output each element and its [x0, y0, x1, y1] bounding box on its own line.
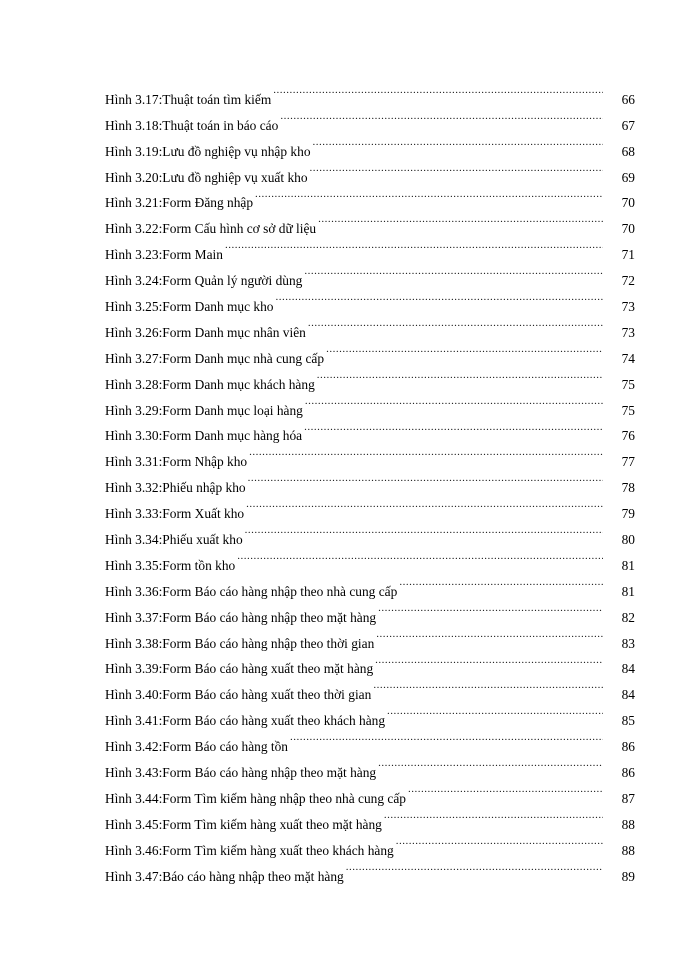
page-number: 75 [621, 376, 635, 392]
dot-leader [326, 337, 603, 363]
page-number: 73 [621, 299, 635, 315]
figure-caption: Form Báo cáo hàng nhập theo nhà cung cấp [162, 583, 398, 599]
page-number: 88 [621, 816, 635, 832]
page-number: 86 [621, 765, 635, 781]
page-number: 84 [621, 661, 635, 677]
page-number: 67 [621, 117, 635, 133]
dot-leader [384, 803, 603, 829]
dot-leader [318, 207, 603, 233]
figure-caption: Form Báo cáo hàng xuất theo thời gian [162, 687, 372, 703]
dot-leader [387, 699, 603, 725]
figure-label: Hình 3.30: [105, 428, 163, 444]
page-number: 72 [621, 273, 635, 289]
page-number: 75 [621, 402, 635, 418]
page-number: 66 [621, 91, 635, 107]
dot-leader [237, 544, 603, 570]
figure-label: Hình 3.46: [105, 842, 163, 858]
page-number: 84 [621, 687, 635, 703]
dot-leader [378, 596, 603, 622]
dot-leader [313, 130, 603, 156]
dot-leader [396, 829, 603, 855]
figure-caption: Lưu đồ nghiệp vụ nhập kho [162, 143, 311, 159]
page-number: 81 [621, 583, 635, 599]
figure-caption: Form Main [162, 247, 223, 263]
figure-caption: Phiếu xuất kho [162, 532, 243, 548]
dot-leader [373, 673, 603, 699]
dot-leader [376, 622, 603, 648]
dot-leader [245, 518, 603, 544]
figure-label: Hình 3.23: [105, 247, 163, 263]
page-number: 70 [621, 195, 635, 211]
figure-label: Hình 3.40: [105, 687, 163, 703]
page-number: 73 [621, 324, 635, 340]
dot-leader [408, 777, 603, 803]
figure-label: Hình 3.36: [105, 583, 163, 599]
figure-label: Hình 3.39: [105, 661, 163, 677]
figure-caption: Form Báo cáo hàng nhập theo mặt hàng [162, 609, 377, 625]
page-number: 70 [621, 221, 635, 237]
page-number: 71 [621, 247, 635, 263]
figure-label: Hình 3.17: [105, 91, 163, 107]
figure-label: Hình 3.34: [105, 532, 163, 548]
dot-leader [378, 751, 603, 777]
figure-label: Hình 3.29: [105, 402, 163, 418]
figure-label: Hình 3.38: [105, 635, 163, 651]
figure-label: Hình 3.21: [105, 195, 163, 211]
figure-label: Hình 3.22: [105, 221, 163, 237]
figure-caption: Form Danh mục loại hàng [162, 402, 303, 418]
figure-label: Hình 3.25: [105, 299, 163, 315]
figure-label: Hình 3.41: [105, 713, 163, 729]
figure-caption: Báo cáo hàng nhập theo mặt hàng [162, 868, 344, 884]
figure-label: Hình 3.42: [105, 739, 163, 755]
figure-caption: Form Danh mục hàng hóa [162, 428, 303, 444]
figure-caption: Form Danh mục nhà cung cấp [162, 350, 325, 366]
dot-leader [225, 233, 603, 259]
figure-caption: Form Danh mục nhân viên [162, 324, 306, 340]
figure-caption: Form Báo cáo hàng nhập theo thời gian [162, 635, 375, 651]
page-number: 79 [621, 506, 635, 522]
figure-caption: Form tồn kho [162, 557, 236, 573]
dot-leader [273, 78, 603, 104]
figure-label: Hình 3.45: [105, 816, 163, 832]
page-number: 81 [621, 557, 635, 573]
dot-leader [304, 259, 603, 285]
figure-label: Hình 3.28: [105, 376, 163, 392]
figure-caption: Form Tìm kiếm hàng xuất theo mặt hàng [162, 816, 382, 832]
figure-label: Hình 3.18: [105, 117, 163, 133]
toc-entry[interactable] [105, 78, 635, 107]
page-number: 77 [621, 454, 635, 470]
figure-caption: Form Tìm kiếm hàng xuất theo khách hàng [162, 842, 394, 858]
page-number: 80 [621, 532, 635, 548]
page-number: 69 [621, 169, 635, 185]
figure-caption: Phiếu nhập kho [162, 480, 246, 496]
figure-caption: Form Xuất kho [162, 506, 245, 522]
figure-caption: Form Tìm kiếm hàng nhập theo nhà cung cấp [162, 790, 407, 806]
page-number: 89 [621, 868, 635, 884]
table-of-figures [105, 78, 635, 884]
figure-caption: Form Báo cáo hàng xuất theo khách hàng [162, 713, 386, 729]
figure-label: Hình 3.32: [105, 480, 163, 496]
figure-label: Hình 3.31: [105, 454, 163, 470]
figure-label: Hình 3.27: [105, 350, 163, 366]
figure-caption: Thuật toán in báo cáo [162, 117, 279, 133]
dot-leader [304, 415, 603, 441]
page-number: 88 [621, 842, 635, 858]
page-number: 68 [621, 143, 635, 159]
page-number: 83 [621, 635, 635, 651]
figure-caption: Form Cấu hình cơ sở dữ liệu [162, 221, 317, 237]
dot-leader [305, 389, 603, 415]
dot-leader [280, 104, 603, 130]
figure-label: Hình 3.35: [105, 557, 163, 573]
page-number: 85 [621, 713, 635, 729]
dot-leader [255, 182, 603, 208]
page-number: 76 [621, 428, 635, 444]
page-number: 82 [621, 609, 635, 625]
page-number: 78 [621, 480, 635, 496]
figure-label: Hình 3.44: [105, 790, 163, 806]
dot-leader [308, 311, 603, 337]
figure-label: Hình 3.24: [105, 273, 163, 289]
figure-caption: Form Báo cáo hàng nhập theo mặt hàng [162, 765, 377, 781]
page-number: 86 [621, 739, 635, 755]
figure-label: Hình 3.26: [105, 324, 163, 340]
figure-caption: Form Báo cáo hàng tồn [162, 739, 288, 755]
figure-caption: Form Báo cáo hàng xuất theo mặt hàng [162, 661, 374, 677]
dot-leader [249, 440, 603, 466]
figure-label: Hình 3.33: [105, 506, 163, 522]
figure-caption: Form Danh mục kho [162, 299, 274, 315]
figure-caption: Form Danh mục khách hàng [162, 376, 315, 392]
figure-label: Hình 3.43: [105, 765, 163, 781]
dot-leader [276, 285, 603, 311]
figure-label: Hình 3.19: [105, 143, 163, 159]
dot-leader [375, 648, 603, 674]
dot-leader [346, 855, 603, 881]
figure-caption: Form Quản lý người dùng [162, 273, 303, 289]
figure-label: Hình 3.20: [105, 169, 163, 185]
figure-label: Hình 3.47: [105, 868, 163, 884]
figure-caption: Thuật toán tìm kiếm [162, 91, 272, 107]
dot-leader [310, 156, 603, 182]
page-number: 87 [621, 790, 635, 806]
dot-leader [290, 725, 603, 751]
dot-leader [248, 466, 603, 492]
figure-caption: Lưu đồ nghiệp vụ xuất kho [162, 169, 308, 185]
figure-caption: Form Đăng nhập [162, 195, 254, 211]
dot-leader [399, 570, 603, 596]
dot-leader [317, 363, 603, 389]
figure-caption: Form Nhập kho [162, 454, 248, 470]
figure-label: Hình 3.37: [105, 609, 163, 625]
dot-leader [246, 492, 603, 518]
page-number: 74 [621, 350, 635, 366]
